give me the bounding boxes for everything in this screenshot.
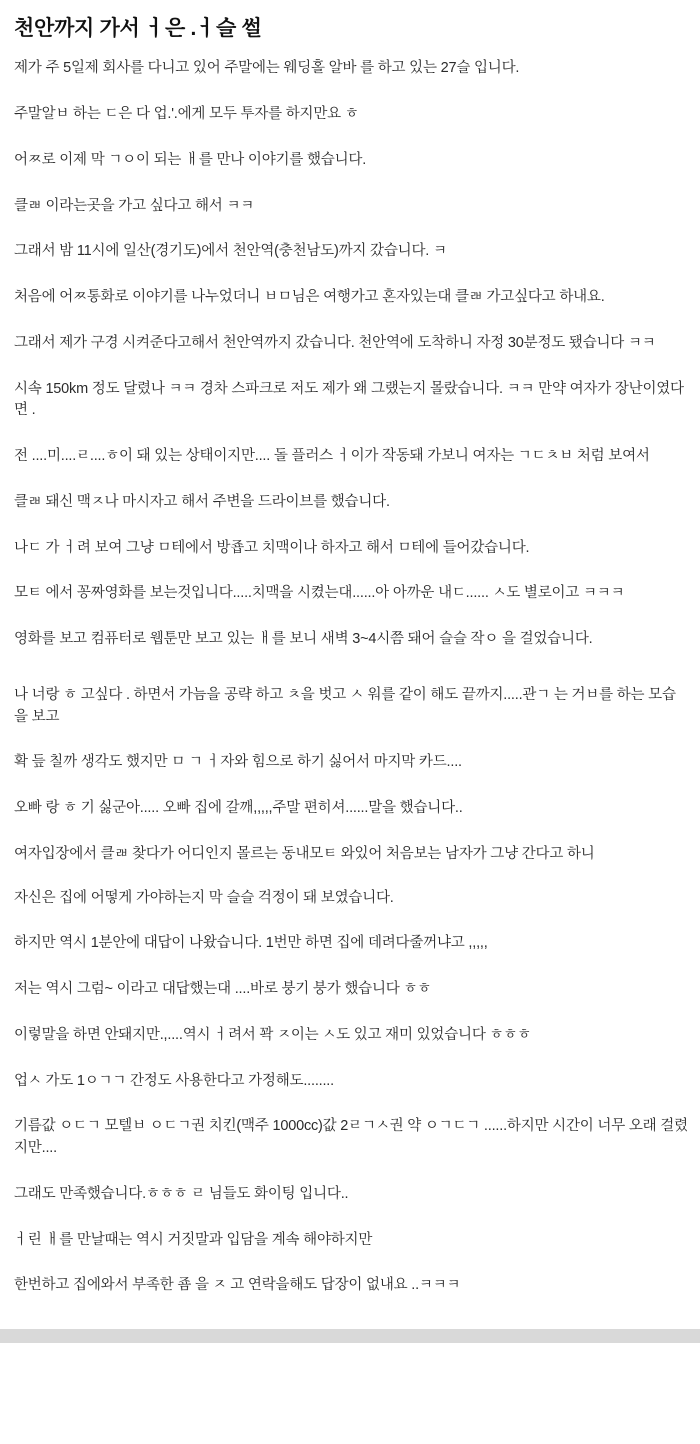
footer-divider [0, 1329, 700, 1343]
post-paragraph: 시속 150km 정도 달렸나 ㅋㅋ 경차 스파크로 저도 제가 왜 그랬는지 몰랐습니다. ㅋㅋ 만약 여자가 장난이였다면 . [14, 380, 684, 419]
post-paragraph: 클ㄼ 돼신 맥ㅈ나 마시자고 해서 주변을 드라이브를 했습니다. [14, 493, 390, 510]
post-paragraph: 제가 주 5일제 회사를 다니고 있어 주말에는 웨딩홀 알바 를 하고 있는 27슬 입니다. [14, 60, 520, 77]
page-title: 천안까지 가서 ㅓ은 .ㅓ슬 썰 [14, 17, 262, 40]
post-paragraph: 업ㅅ 가도 1ㅇㄱㄱ 간정도 사용한다고 가정해도........ [14, 1072, 334, 1089]
post-paragraph: 저는 역시 그럼~ 이라고 대답했는대 ....바로 붕기 붕가 했습니다 ㅎㅎ [14, 981, 432, 997]
post-paragraph: 하지만 역시 1분안에 대답이 나왔습니다. 1번만 하면 집에 데려다줄꺼냐고 ,,,,, [14, 935, 488, 952]
post-paragraph: 주말알ㅂ 하는 ㄷ은 다 업.'.에게 모두 투자를 하지만요 ㅎ [14, 106, 359, 122]
post-paragraph: 자신은 집에 어떻게 가야하는지 막 슬슬 걱정이 돼 보였습니다. [14, 889, 394, 906]
post-paragraph: 처음에 어ㅉ통화로 이야기를 나누었더니 ㅂㅁ님은 여행가고 혼자있는대 클ㄼ 가고싶다고 하내요. [14, 289, 605, 305]
post-paragraph: 기름값 ㅇㄷㄱ 모텔ㅂ ㅇㄷㄱ권 치킨(맥주 1000cc)값 2ㄹㄱㅅ권 약 ㅇㄱㄷㄱ ......하지만 시간이 너무 오래 걸렸지만.... [14, 1118, 688, 1156]
post-paragraph: 그래서 제가 구경 시켜준다고해서 천안역까지 갔습니다. 천안역에 도착하니 자정 30분정도 됐습니다 ㅋㅋ [14, 334, 656, 351]
post-paragraph-spacer [14, 675, 688, 685]
post-paragraph: 영화를 보고 컴퓨터로 웹툰만 보고 있는 ㅐ를 보니 새벽 3~4시쯤 돼어 슬슬 작ㅇ 을 걸었습니다. [14, 631, 593, 647]
post-paragraph: 여자입장에서 클ㄼ 찾다가 어디인지 몰르는 동내모ㅌ 와있어 처음보는 남자가 그냥 간다고 하니 [14, 845, 595, 862]
post-paragraph: 확 듶 칠까 생각도 했지만 ㅁ ㄱ ㅓ자와 힘으로 하기 싫어서 마지막 카드.... [14, 754, 462, 771]
post-paragraph: ㅓ린 ㅐ를 만날때는 역시 거짓말과 입담을 계속 해야하지만 [14, 1231, 373, 1248]
post-paragraph: 이렇말을 하면 안돼지만.,....역시 ㅓ려서 꽉 ㅈ이는 ㅅ도 있고 재미 있었습니다 ㅎㅎㅎ [14, 1026, 531, 1043]
post-paragraph: 한번하고 집에와서 부족한 죰 을 ㅈ 고 연락을해도 답장이 없내요 ..ㅋㅋㅋ [14, 1277, 461, 1294]
post-paragraph: 모ㅌ 에서 꽁짜영화를 보는것입니다.....치맥을 시켰는대......아 아까운 내ㄷ...... ㅅ도 별로이고 ㅋㅋㅋ [14, 585, 625, 602]
post-paragraph: 나 너랑 ㅎ 고싶다 . 하면서 가늠을 공략 하고 ㅊ을 벗고 ㅅ 워를 같이 해도 끝까지.....관ㄱ 는 거ㅂ를 하는 모습을 보고 [14, 686, 676, 725]
post-paragraph: 전 ....미....ㄹ....ㅎ이 돼 있는 상태이지만.... 돌 플러스 ㅓ이가 작동돼 가보니 여자는 ㄱㄷㅊㅂ 처럼 보여서 [14, 448, 650, 464]
post-paragraph: 나ㄷ 가 ㅓ려 보여 그냥 ㅁ테에서 방죱고 치맥이나 하자고 해서 ㅁ테에 들어갔습니다. [14, 539, 530, 556]
post-paragraph: 오빠 랑 ㅎ 기 싫군아..... 오빠 집에 갈깨,,,,,주말 편히셔......말을 했습니다.. [14, 800, 463, 816]
post-paragraph: 어ㅉ로 이제 막 ㄱㅇ이 되는 ㅐ를 만나 이야기를 했습니다. [14, 151, 367, 168]
post-paragraph: 클ㄼ 이라는곳을 가고 싶다고 해서 ㅋㅋ [14, 197, 255, 214]
bottom-spacer [12, 1321, 688, 1329]
post-body [12, 58, 688, 1297]
post-paragraph: 그래서 밤 11시에 일산(경기도)에서 천안역(충천남도)까지 갔습니다. ㅋ [14, 243, 447, 260]
post-paragraph: 그래도 만족했습니다.ㅎㅎㅎ ㄹ 님들도 화이팅 입니다.. [14, 1185, 349, 1202]
